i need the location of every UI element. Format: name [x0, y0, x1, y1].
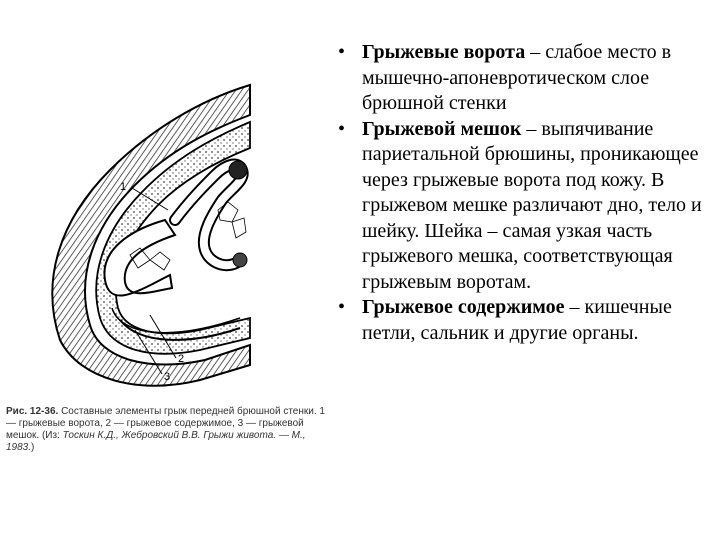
bullet-text: – кишечные петли, сальник и другие органы.: [362, 296, 672, 344]
bullet-hernia-gate: [330, 40, 710, 117]
bullet-hernia-contents: [330, 295, 710, 346]
bullet-text: – слабое место в мышечно-апоневротическом слое брюшной стенки: [362, 41, 672, 114]
hernia-illustration: [0, 60, 330, 460]
bullet-term: Грыжевое содержимое: [362, 296, 565, 318]
caption-label: Рис. 12-36.: [6, 406, 59, 417]
label-gate: 1: [120, 181, 127, 193]
caption-source: Тоскин К.Д., Жебровский В.В. Грыжи живота. — М., 1983.: [6, 430, 306, 453]
bullet-marker: •: [338, 296, 346, 318]
bullet-term: Грыжевой мешок: [362, 117, 522, 140]
bullet-hernia-sac: [330, 117, 710, 296]
caption-end: ): [31, 442, 35, 453]
bullet-list: [330, 40, 710, 346]
figure-caption: [6, 406, 328, 454]
bullet-term: Грыжевые ворота: [362, 41, 526, 63]
bullet-marker: •: [338, 117, 346, 140]
caption-text: Составные элементы грыж передней брюшной стенки. 1 — грыжевые ворота, 2 — грыжевое содержимое, 3 — грыжевой мешок. (Из:: [6, 406, 325, 441]
label-contents: 2: [178, 353, 185, 365]
bullet-text: – выпячивание париетальной брюшины, проникающее через грыжевые ворота под кожу. В грыжевом мешке различают дно, тело и шейку. Шейка – самая узкая часть грыжевого мешка, соответствующая грыжевым воротам.: [362, 117, 702, 293]
intestine-lumen: [229, 161, 247, 179]
hernia-diagram: [0, 60, 330, 405]
label-sac: 3: [164, 371, 171, 383]
bullet-marker: •: [338, 41, 346, 63]
